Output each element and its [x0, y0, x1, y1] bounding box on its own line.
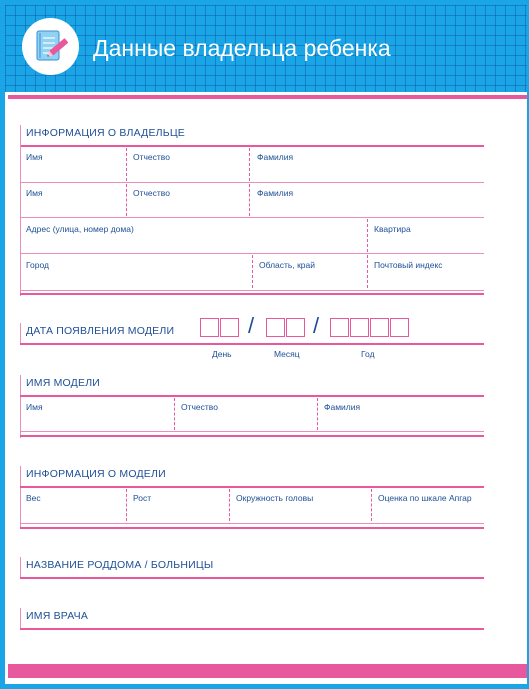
- field-divider: [174, 398, 175, 430]
- owner-info-top-border: [20, 145, 484, 147]
- model-info-bottom-border: [20, 527, 484, 529]
- model-date-underline: [20, 343, 484, 345]
- row-divider: [20, 217, 484, 218]
- field-divider: [252, 255, 253, 288]
- model-date-left-border: [20, 323, 21, 344]
- owner-patronymic-field[interactable]: Отчество: [133, 152, 170, 162]
- field-divider: [229, 489, 230, 521]
- month-digit-2-box[interactable]: [286, 318, 305, 337]
- field-divider: [249, 148, 250, 181]
- day-digit-2-box[interactable]: [220, 318, 239, 337]
- model-name-bottom-border: [20, 435, 484, 437]
- field-divider: [126, 184, 127, 216]
- owner-city-field[interactable]: Город: [26, 260, 49, 270]
- owner-last-name-field[interactable]: Фамилия: [257, 152, 294, 162]
- hospital-left-border: [20, 557, 21, 578]
- model-weight-field[interactable]: Вес: [26, 493, 41, 503]
- owner-info-title: ИНФОРМАЦИЯ О ВЛАДЕЛЬЦЕ: [26, 127, 186, 139]
- row-divider: [20, 431, 484, 432]
- model-first-name-field[interactable]: Имя: [26, 402, 43, 412]
- doctor-field-underline[interactable]: [20, 628, 484, 630]
- model-apgar-field[interactable]: Оценка по шкале Апгар: [378, 493, 472, 503]
- month-label: Месяц: [274, 349, 300, 359]
- field-divider: [371, 489, 372, 521]
- year-label: Год: [361, 349, 375, 359]
- row-divider: [20, 290, 484, 291]
- owner-first-name-field[interactable]: Имя: [26, 152, 43, 162]
- row-divider: [20, 253, 484, 254]
- year-digit-4-box[interactable]: [390, 318, 409, 337]
- owner-patronymic-field-2[interactable]: Отчество: [133, 188, 170, 198]
- header-divider: [8, 95, 527, 99]
- row-divider: [20, 523, 484, 524]
- model-name-title: ИМЯ МОДЕЛИ: [26, 377, 101, 389]
- model-info-top-border: [20, 486, 484, 488]
- day-label: День: [212, 349, 232, 359]
- model-date-title: ДАТА ПОЯВЛЕНИЯ МОДЕЛИ: [26, 325, 175, 337]
- model-name-left-border: [20, 375, 21, 438]
- year-digit-1-box[interactable]: [330, 318, 349, 337]
- date-separator: /: [248, 313, 255, 338]
- row-divider: [20, 182, 484, 183]
- page-title: Данные владельца ребенка: [93, 35, 391, 61]
- owner-first-name-field-2[interactable]: Имя: [26, 188, 43, 198]
- model-height-field[interactable]: Рост: [133, 493, 152, 503]
- field-divider: [249, 184, 250, 216]
- notebook-pencil-icon: [22, 18, 79, 75]
- doctor-title: ИМЯ ВРАЧА: [26, 610, 89, 622]
- field-divider: [317, 398, 318, 430]
- year-digit-2-box[interactable]: [350, 318, 369, 337]
- model-info-left-border: [20, 466, 21, 529]
- field-divider: [126, 489, 127, 521]
- hospital-title: НАЗВАНИЕ РОДДОМА / БОЛЬНИЦЫ: [26, 559, 214, 571]
- year-digit-3-box[interactable]: [370, 318, 389, 337]
- owner-region-field[interactable]: Область, край: [259, 260, 316, 270]
- model-head-circumference-field[interactable]: Окружность головы: [236, 493, 314, 503]
- owner-info-left-border: [20, 125, 21, 296]
- model-info-title: ИНФОРМАЦИЯ О МОДЕЛИ: [26, 468, 166, 480]
- field-divider: [367, 255, 368, 288]
- field-divider: [367, 219, 368, 252]
- day-digit-1-box[interactable]: [200, 318, 219, 337]
- date-separator: /: [313, 313, 320, 338]
- month-digit-1-box[interactable]: [266, 318, 285, 337]
- model-patronymic-field[interactable]: Отчество: [181, 402, 218, 412]
- header-banner: [5, 5, 527, 92]
- hospital-field-underline[interactable]: [20, 577, 484, 579]
- owner-apartment-field[interactable]: Квартира: [374, 224, 411, 234]
- owner-address-field[interactable]: Адрес (улица, номер дома): [26, 224, 134, 234]
- owner-last-name-field-2[interactable]: Фамилия: [257, 188, 294, 198]
- doctor-left-border: [20, 608, 21, 629]
- footer-band: [8, 664, 527, 678]
- model-last-name-field[interactable]: Фамилия: [324, 402, 361, 412]
- field-divider: [126, 148, 127, 181]
- owner-info-bottom-border: [20, 293, 484, 295]
- owner-postal-field[interactable]: Почтовый индекс: [374, 260, 443, 270]
- model-name-top-border: [20, 395, 484, 397]
